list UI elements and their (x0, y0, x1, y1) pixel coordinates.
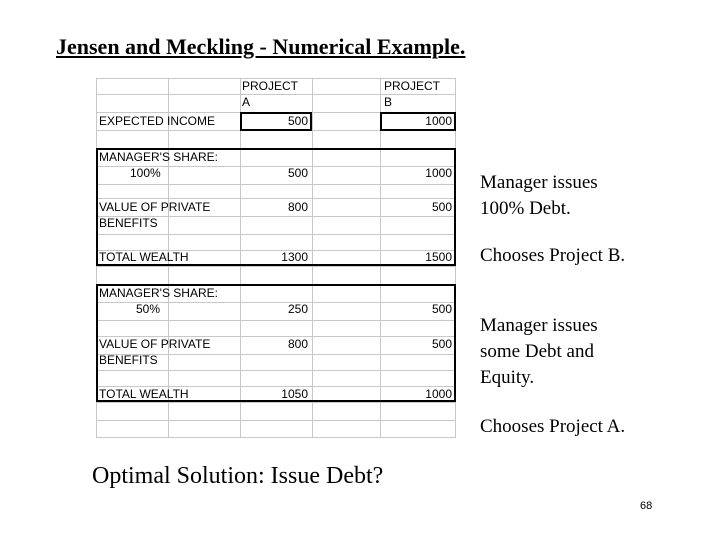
header-project-a: PROJECT (242, 79, 299, 93)
s1-private-label-1: VALUE OF PRIVATE (99, 200, 211, 214)
note-issues-debt-equity: Manager issues some Debt and Equity. (480, 315, 598, 388)
s2-private-label-1: VALUE OF PRIVATE (99, 337, 211, 351)
s1-share-b: 1000 (425, 166, 452, 180)
s1-share-label: MANAGER'S SHARE: (99, 150, 218, 164)
note-chooses-a: Chooses Project A. (480, 416, 626, 437)
header-project-a-letter: A (242, 95, 251, 109)
s1-private-b: 500 (431, 200, 452, 214)
note-issues-debt: Manager issues 100% Debt. (480, 172, 598, 219)
s2-private-b: 500 (431, 337, 452, 351)
optimal-solution-text: Optimal Solution: Issue Debt? (92, 463, 384, 489)
s2-share-label: MANAGER'S SHARE: (99, 286, 218, 300)
note-chooses-b: Chooses Project B. (480, 245, 626, 266)
page-number: 68 (640, 500, 653, 512)
s2-wealth-a: 1050 (281, 387, 308, 401)
header-project-b: PROJECT (384, 79, 441, 93)
expected-income-a: 500 (287, 114, 308, 128)
s2-private-label-2: BENEFITS (99, 353, 158, 367)
s2-share-b: 500 (431, 302, 452, 316)
s1-private-a: 800 (287, 200, 308, 214)
header-project-b-letter: B (384, 95, 393, 109)
expected-income-label: EXPECTED INCOME (99, 114, 216, 128)
s1-share-value: 100% (130, 166, 161, 180)
s1-wealth-b: 1500 (425, 250, 452, 264)
s1-private-label-2: BENEFITS (99, 216, 158, 230)
s2-share-value: 50% (136, 302, 161, 316)
s1-wealth-a: 1300 (281, 250, 308, 264)
s2-wealth-b: 1000 (425, 387, 452, 401)
expected-income-b: 1000 (425, 114, 452, 128)
s1-wealth-label: TOTAL WEALTH (99, 250, 189, 264)
s2-private-a: 800 (287, 337, 308, 351)
s2-wealth-label: TOTAL WEALTH (99, 387, 189, 401)
slide-title: Jensen and Meckling - Numerical Example. (56, 34, 466, 59)
spreadsheet-table (96, 78, 456, 438)
s2-share-a: 250 (287, 302, 308, 316)
s1-share-a: 500 (287, 166, 308, 180)
